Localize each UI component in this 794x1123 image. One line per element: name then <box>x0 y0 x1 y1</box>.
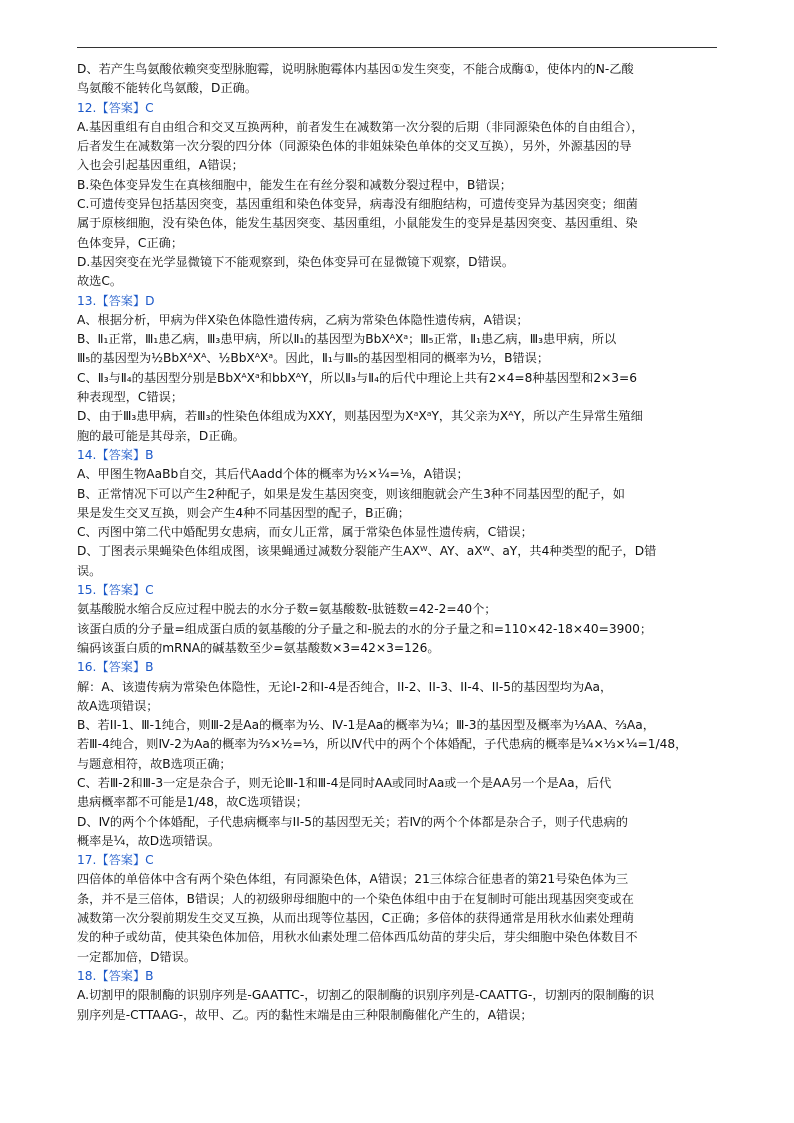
text-line: C、Ⅱ₃与Ⅱ₄的基因型分别是BbXᴬXᵃ和bbXᴬY，所以Ⅱ₃与Ⅱ₄的后代中理论上共有2×4=8种基因型和2×3=6 <box>77 370 637 385</box>
text-line: 别序列是-CTTAAG-，故甲、乙。丙的黏性末端是由三种限制酶催化产生的，A错误； <box>77 1007 533 1022</box>
text-line: D、由于Ⅲ₃患甲病，若Ⅲ₃的性染色体组成为XXY，则基因型为XᵃXᵃY，其父亲为XᴬY，所以产生异常生殖细 <box>77 409 643 424</box>
answer-heading: 16.【答案】B <box>77 660 154 675</box>
text-line: 色体变异，C正确； <box>77 235 184 250</box>
text-line: 减数第一次分裂前期发生交叉互换，从而出现等位基因，C正确；多倍体的获得通常是用秋水仙素处理萌 <box>77 911 634 926</box>
answer-heading: 14.【答案】B <box>77 447 154 462</box>
text-line: A.基因重组有自由组合和交叉互换两种，前者发生在减数第一次分裂的后期（非同源染色体的自由组合）， <box>77 119 644 134</box>
text-line: C.可遗传变异包括基因突变，基因重组和染色体变异，病毒没有细胞结构，可遗传变异为基因突变；细菌 <box>77 197 638 212</box>
text-line: 患病概率都不可能是1/48，故C选项错误； <box>77 795 308 810</box>
text-line: 发的种子或幼苗，使其染色体加倍，用秋水仙素处理二倍体西瓜幼苗的芽尖后，芽尖细胞中染色体数目不 <box>77 930 638 945</box>
text-line: A、根据分析，甲病为伴X染色体隐性遗传病，乙病为常染色体隐性遗传病，A错误； <box>77 312 529 327</box>
text-line: 胞的最可能是其母亲，D正确。 <box>77 428 245 443</box>
answer-heading: 15.【答案】C <box>77 583 154 598</box>
text-line: 一定都加倍，D错误。 <box>77 949 197 964</box>
text-line: 故A选项错误； <box>77 698 159 713</box>
text-line: 概率是¼，故D选项错误。 <box>77 833 221 848</box>
document-body <box>77 60 720 1025</box>
text-line: C、若Ⅲ-2和Ⅲ-3一定是杂合子，则无论Ⅲ-1和Ⅲ-4是同时AA或同时Aa或一个是AA另一个是Aa，后代 <box>77 775 612 790</box>
text-line: 四倍体的单倍体中含有两个染色体组，有同源染色体，A错误；21三体综合征患者的第21号染色体为三 <box>77 872 629 887</box>
text-line: 误。 <box>77 563 102 578</box>
text-line: 氨基酸脱水缩合反应过程中脱去的水分子数=氨基酸数-肽链数=42-2=40个； <box>77 602 497 617</box>
answer-heading: 17.【答案】C <box>77 853 154 868</box>
text-line: 后者发生在减数第一次分裂的四分体（同源染色体的非姐妹染色单体的交叉互换），另外，外源基因的导 <box>77 139 632 154</box>
text-line: 条，并不是三倍体，B错误；人的初级卵母细胞中的一个染色体组中由于在复制时可能出现基因突变或在 <box>77 891 634 906</box>
text-line: D、Ⅳ的两个个体婚配，子代患病概率与II-5的基因型无关；若Ⅳ的两个个体都是杂合子，则子代患病的 <box>77 814 628 829</box>
text-line: 故选C。 <box>77 274 123 289</box>
answer-heading: 12.【答案】C <box>77 100 154 115</box>
text-line: Ⅲ₅的基因型为½BbXᴬXᴬ、½BbXᴬXᵃ。因此，Ⅱ₁与Ⅲ₅的基因型相同的概率为½，B错误； <box>77 351 550 366</box>
text-line: 入也会引起基因重组，A错误； <box>77 158 244 173</box>
text-line: D、若产生鸟氨酸依赖突变型脉胞霉，说明脉胞霉体内基因①发生突变，不能合成酶①，使体内的N-乙酸 <box>77 62 634 76</box>
text-line: 属于原核细胞，没有染色体，能发生基因突变、基因重组，小鼠能发生的变异是基因突变、基因重组、染 <box>77 216 638 231</box>
text-line: 果是发生交叉互换，则会产生4种不同基因型的配子，B正确； <box>77 505 410 520</box>
text-line: 种表现型，C错误； <box>77 390 184 405</box>
text-line: 该蛋白质的分子量=组成蛋白质的氨基酸的分子量之和-脱去的水的分子量之和=110×42-18×40=3900； <box>77 621 653 636</box>
text-line: D.基因突变在光学显微镜下不能观察到，染色体变异可在显微镜下观察，D错误。 <box>77 254 515 269</box>
text-line: A.切割甲的限制酶的识别序列是-GAATTC-，切割乙的限制酶的识别序列是-CAATTG-，切割丙的限制酶的识 <box>77 988 655 1003</box>
text-line: 鸟氨酸不能转化鸟氨酸，D正确。 <box>77 81 258 96</box>
text-line: 与题意相符，故B选项正确； <box>77 756 232 771</box>
text-line: B.染色体变异发生在真核细胞中，能发生在有丝分裂和减数分裂过程中，B错误； <box>77 177 512 192</box>
answer-heading: 13.【答案】D <box>77 293 155 308</box>
text-line: C、丙图中第二代中婚配男女患病，而女儿正常，属于常染色体显性遗传病，C错误； <box>77 525 533 540</box>
answer-heading: 18.【答案】B <box>77 968 154 983</box>
header-rule <box>77 47 717 48</box>
text-line: B、正常情况下可以产生2种配子，如果是发生基因突变，则该细胞就会产生3种不同基因型的配子，如 <box>77 486 625 501</box>
text-line: 解：A、该遗传病为常染色体隐性，无论I-2和I-4是否纯合，II-2、II-3、II-4、II-5的基因型均为Aa， <box>77 679 613 694</box>
text-line: B、Ⅱ₁正常，Ⅲ₁患乙病，Ⅲ₃患甲病，所以Ⅱ₁的基因型为BbXᴬXᵃ；Ⅲ₅正常，Ⅱ₁患乙病，Ⅲ₃患甲病，所以 <box>77 332 617 347</box>
text-line: 若Ⅲ-4纯合，则Ⅳ-2为Aa的概率为⅔×½=⅓，所以Ⅳ代中的两个个体婚配，子代患病的概率是¼×⅓×¼=1/48， <box>77 737 688 752</box>
text-line: D、丁图表示果蝇染色体组成图，该果蝇通过减数分裂能产生AXᵂ、AY、aXᵂ、aY，共4种类型的配子，D错 <box>77 544 657 559</box>
text-line: A、甲图生物AaBb自交，其后代Aadd个体的概率为½×¼=⅛，A错误； <box>77 467 469 482</box>
text-line: B、若II-1、Ⅲ-1纯合，则Ⅲ-2是Aa的概率为½、Ⅳ-1是Aa的概率为¼；Ⅲ-3的基因型及概率为⅓AA、⅔Aa， <box>77 718 655 733</box>
text-line: 编码该蛋白质的mRNA的碱基数至少=氨基酸数×3=42×3=126。 <box>77 640 440 655</box>
